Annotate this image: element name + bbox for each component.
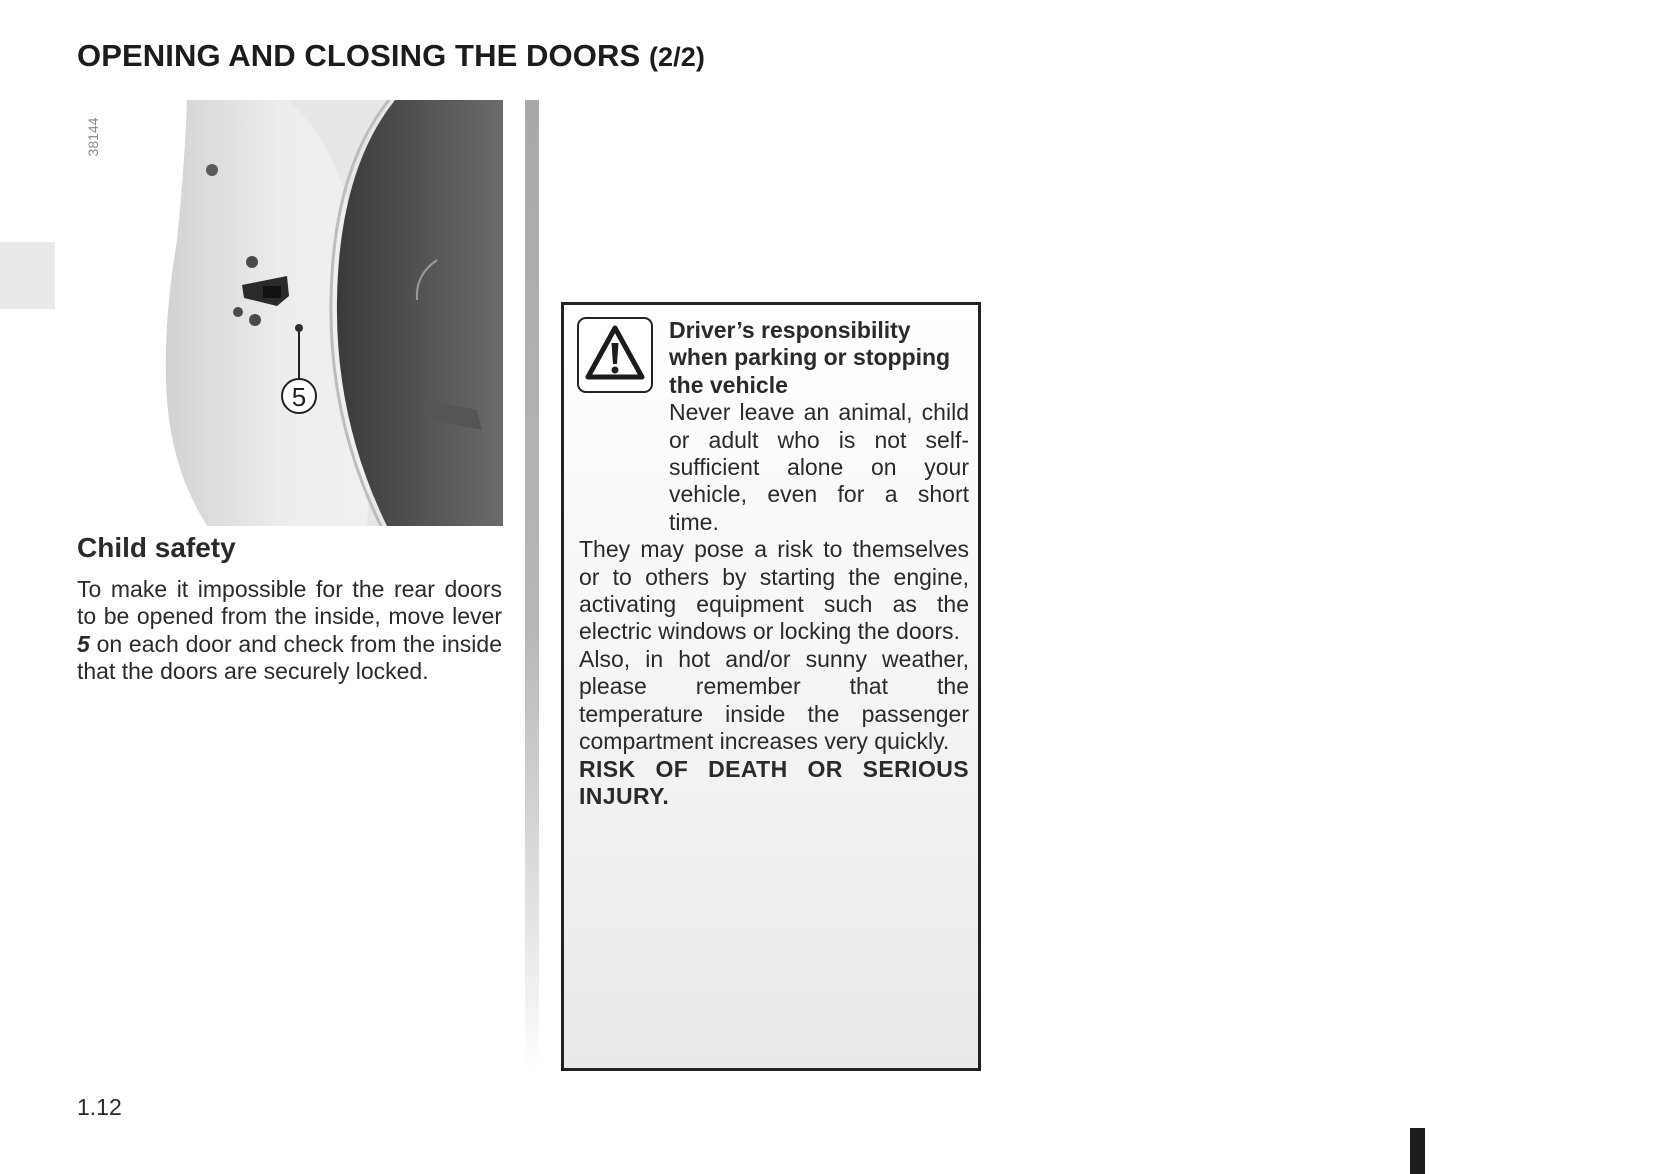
lever-reference: 5 xyxy=(77,630,90,657)
warning-paragraph: Also, in hot and/or sunny weather, please remember that the temperature inside the passenger compartment increases very quickly. xyxy=(579,645,969,755)
page-number: 1.12 xyxy=(77,1094,122,1120)
child-safety-text-start: To make it impossible for the rear doors to be opened from the inside, move lever xyxy=(77,576,502,630)
child-safety-text xyxy=(77,576,502,686)
section-heading: Child safety xyxy=(77,532,236,563)
column-divider xyxy=(525,100,539,1070)
page-edge-marker xyxy=(1410,1128,1425,1174)
child-safety-text-end: on each door and check from the inside that the doors are securely locked. xyxy=(77,630,502,685)
page-title xyxy=(77,38,705,74)
callout-label: 5 xyxy=(291,382,307,412)
warning-title: Driver’s responsibility when parking or stopping the vehicle xyxy=(669,317,951,398)
page-title-text: OPENING AND CLOSING THE DOORS xyxy=(77,38,641,73)
risk-statement: RISK OF DEATH OR SERIOUS INJURY. xyxy=(579,755,969,809)
page-part-indicator: (2/2) xyxy=(648,42,705,72)
chapter-tab xyxy=(0,242,55,309)
warning-paragraph: Never leave an animal, child or adult who is not self-sufficient alone on your vehicle, even for a short time. xyxy=(669,399,969,535)
warning-paragraph: They may pose a risk to themselves or to others by starting the engine, activating equipment such as the electric windows or locking the doors. xyxy=(579,536,969,645)
figure-reference xyxy=(82,112,104,162)
figure-reference-number: 38144 xyxy=(85,117,101,157)
warning-box xyxy=(561,302,981,1071)
door-lock-illustration xyxy=(77,100,503,526)
warning-text xyxy=(579,317,969,810)
